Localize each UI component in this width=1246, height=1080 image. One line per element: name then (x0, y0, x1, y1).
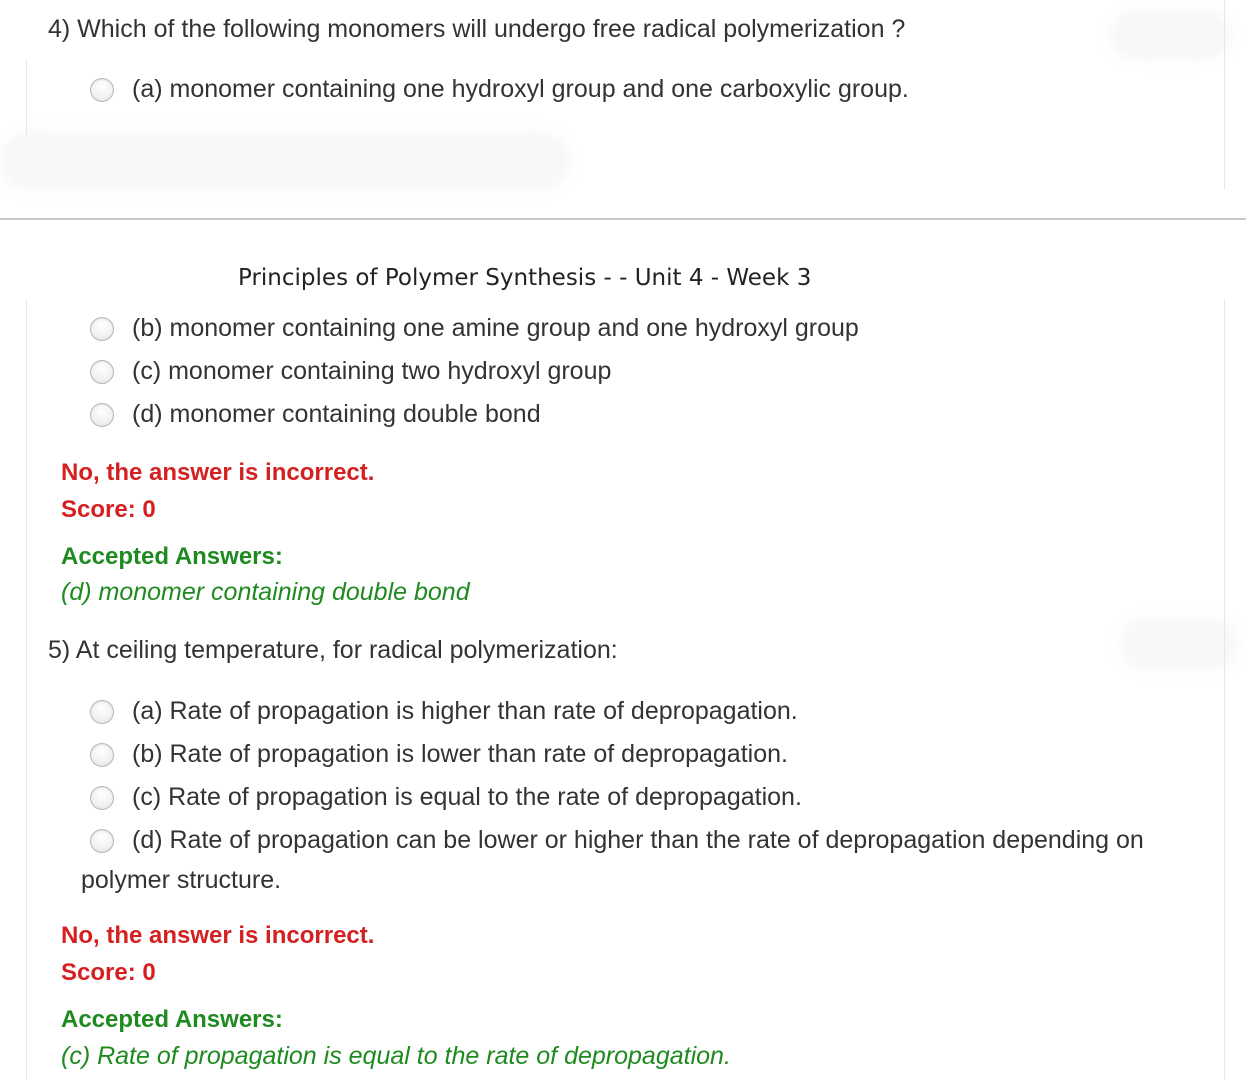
q4-option-c[interactable] (90, 357, 611, 386)
radio-button[interactable] (90, 829, 114, 853)
page-header-title: Principles of Polymer Synthesis - - Unit 4 - Week 3 (238, 265, 812, 291)
q5-accepted-answer: (c) Rate of propagation is equal to the rate of depropagation. (61, 1042, 731, 1070)
q5-option-d[interactable] (90, 826, 1144, 855)
radio-button[interactable] (90, 786, 114, 810)
left-border-top (26, 60, 27, 135)
redaction-smudge-left (0, 132, 570, 190)
q4-score: Score: 0 (61, 496, 156, 523)
option-label: (c) monomer containing two hydroxyl group (132, 357, 612, 385)
q5-feedback: No, the answer is incorrect. (61, 922, 375, 949)
q4-feedback: No, the answer is incorrect. (61, 459, 375, 486)
q4-option-b[interactable] (90, 314, 859, 343)
right-border-top (1224, 0, 1225, 190)
q4-accepted-answer: (d) monomer containing double bond (61, 578, 470, 606)
q5-accepted-label: Accepted Answers: (61, 1006, 283, 1033)
option-label: (d) Rate of propagation can be lower or higher than the rate of depropagation depending on (132, 826, 1144, 854)
option-label: (a) monomer containing one hydroxyl group and one carboxylic group. (132, 75, 909, 103)
redaction-smudge-top-right (1110, 10, 1230, 60)
option-label: (b) Rate of propagation is lower than rate of depropagation. (132, 740, 788, 768)
option-label: (d) monomer containing double bond (132, 400, 541, 428)
radio-button[interactable] (90, 743, 114, 767)
redaction-smudge-mid-right (1120, 618, 1238, 670)
option-label: (b) monomer containing one amine group and one hydroxyl group (132, 314, 859, 342)
left-border-bottom (26, 300, 27, 1080)
radio-button[interactable] (90, 700, 114, 724)
radio-button[interactable] (90, 360, 114, 384)
right-border-bottom (1224, 300, 1225, 1080)
q5-option-c[interactable] (90, 783, 802, 812)
q4-option-a[interactable] (90, 75, 909, 104)
q5-score: Score: 0 (61, 959, 156, 986)
option-label: (c) Rate of propagation is equal to the rate of depropagation. (132, 783, 802, 811)
page-break-divider (0, 218, 1246, 220)
q4-option-d[interactable] (90, 400, 541, 429)
question-5-text: 5) At ceiling temperature, for radical polymerization: (48, 636, 618, 664)
radio-button[interactable] (90, 78, 114, 102)
q4-accepted-label: Accepted Answers: (61, 543, 283, 570)
question-4-text: 4) Which of the following monomers will undergo free radical polymerization ? (48, 15, 906, 43)
radio-button[interactable] (90, 403, 114, 427)
q5-option-d-continued: polymer structure. (81, 866, 282, 894)
option-label: (a) Rate of propagation is higher than rate of depropagation. (132, 697, 798, 725)
radio-button[interactable] (90, 317, 114, 341)
q5-option-a[interactable] (90, 697, 798, 726)
q5-option-b[interactable] (90, 740, 788, 769)
